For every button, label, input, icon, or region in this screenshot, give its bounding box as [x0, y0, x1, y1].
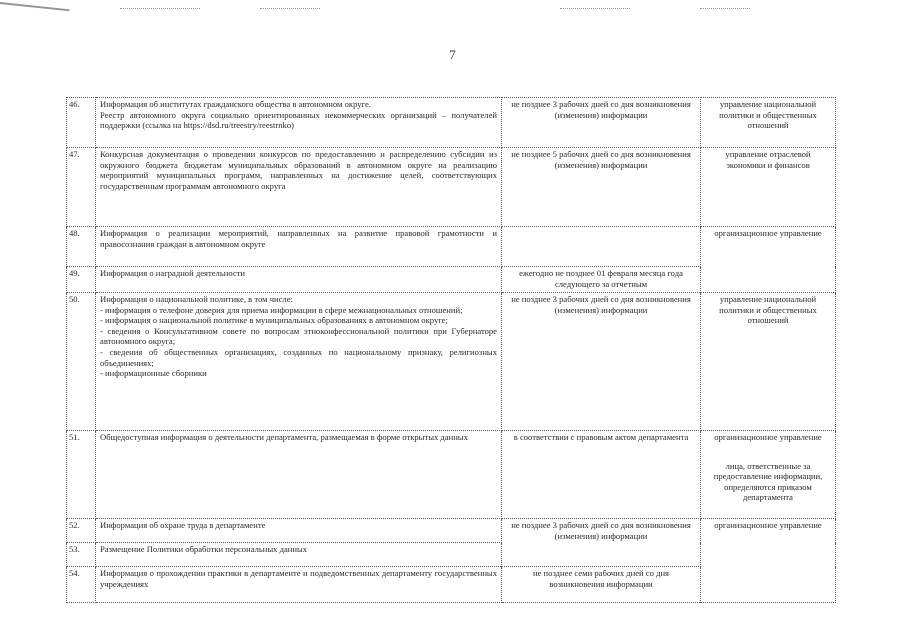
row-responsible [701, 98, 836, 148]
responsible-line: организационное управление [714, 228, 822, 238]
information-table [66, 97, 836, 603]
description-line: Размещение Политики обработки персональных данных [100, 544, 308, 554]
description-line: - информационные сборники [100, 368, 207, 379]
row-number: 54. [67, 567, 96, 603]
table-row [67, 431, 836, 519]
description-line: Общедоступная информация о деятельности департамента, размещаемая в форме открытых данных [100, 432, 468, 442]
description-line: - сведения о Консультативном совете по вопросам этноконфессиональной политики при Губернаторе автономного округа; [100, 325, 497, 347]
row-description [96, 431, 502, 519]
row-number: 49. [67, 267, 96, 293]
description-line: Информация об охране труда в департаменте [100, 520, 266, 530]
responsible-line: управление отраслевой экономики и финансов [725, 149, 811, 170]
description-line: Конкурсная документация о проведении конкурсов по предоставлению и распределению субсидии из окружного бюджета бюджетам муниципальных образований в автономном округе на реализацию мероприятий муниципальных программ, направленных на достижение целей, соответствующих государственным программам автономного округа [100, 149, 497, 191]
table-row [67, 519, 836, 543]
row-number: 51. [67, 431, 96, 519]
scan-dots [120, 8, 200, 10]
row-description [96, 267, 502, 293]
row-deadline: ежегодно не позднее 01 февраля месяца года следующего за отчетным [502, 267, 701, 293]
description-line: Информация о национальной политике, в том числе: [100, 294, 293, 304]
scan-dots [260, 8, 320, 10]
page-number: 7 [449, 47, 456, 62]
row-description [96, 543, 502, 567]
scan-dots [700, 8, 750, 10]
table-row [67, 148, 836, 227]
row-responsible [701, 293, 836, 431]
row-description [96, 148, 502, 227]
responsible-line: организационное управление [714, 432, 822, 442]
row-deadline: не позднее 3 рабочих дней со дня возникновения (изменения) информации [502, 98, 701, 148]
description-line: Реестр автономного округа социально ориентированных некоммерческих организаций – получателей поддержки (ссылка на https://dsd.ru/treestry/reestrnko) [100, 109, 497, 131]
table-row [67, 227, 836, 267]
row-deadline: в соответствии с правовым актом департамента [502, 431, 701, 519]
row-responsible [701, 227, 836, 293]
row-deadline [502, 227, 701, 267]
description-line: Информация о реализации мероприятий, направленных на развитие правовой грамотности и правосознания граждан в автономном округе [100, 228, 497, 249]
description-line: Информация о наградной деятельности [100, 268, 246, 278]
responsible-line: управление национальной политики и общественных отношений [719, 99, 817, 131]
row-description [96, 519, 502, 543]
row-deadline: не позднее 3 рабочих дней со дня возникновения (изменения) информации [502, 519, 701, 567]
description-line: - информация о национальной политике в муниципальных образованиях в автономном округе; [100, 315, 448, 326]
description-line: - информация о телефоне доверия для приема информации в сфере межнациональных отношений; [100, 304, 463, 315]
description-line: Информация о прохождении практики в департаменте и подведомственных департаменту государственных учреждениях [100, 568, 497, 589]
row-responsible [701, 148, 836, 227]
row-deadline: не позднее 5 рабочих дней со дня возникновения (изменения) информации [502, 148, 701, 227]
table-row [67, 293, 836, 431]
row-responsible [701, 519, 836, 603]
scan-dots [560, 8, 630, 10]
row-responsible [701, 431, 836, 519]
row-number: 53. [67, 543, 96, 567]
row-number: 48. [67, 227, 96, 267]
row-deadline: не позднее 3 рабочих дней со дня возникновения (изменения) информации [502, 293, 701, 431]
description-line: - сведения об общественных организациях, созданных по национальному признаку, религиозных объединениях; [100, 346, 497, 368]
row-number: 47. [67, 148, 96, 227]
row-description [96, 293, 502, 431]
row-number: 46. [67, 98, 96, 148]
spacer [705, 443, 831, 461]
responsible-line: управление национальной политики и общественных отношений [719, 294, 817, 326]
row-description [96, 98, 502, 148]
row-deadline: не позднее семи рабочих дней со дня возникновения информации [502, 567, 701, 603]
row-description [96, 227, 502, 267]
table-row [67, 98, 836, 148]
row-description [96, 567, 502, 603]
scan-edge-mark [0, 2, 70, 21]
responsible-line: лица, ответственные за предоставление информации, определяются приказом департамента [713, 460, 823, 503]
responsible-line: организационное управление [714, 520, 822, 530]
row-number: 50. [67, 293, 96, 431]
description-line: Информация об институтах гражданского общества в автономном округе. [100, 99, 371, 109]
row-number: 52. [67, 519, 96, 543]
